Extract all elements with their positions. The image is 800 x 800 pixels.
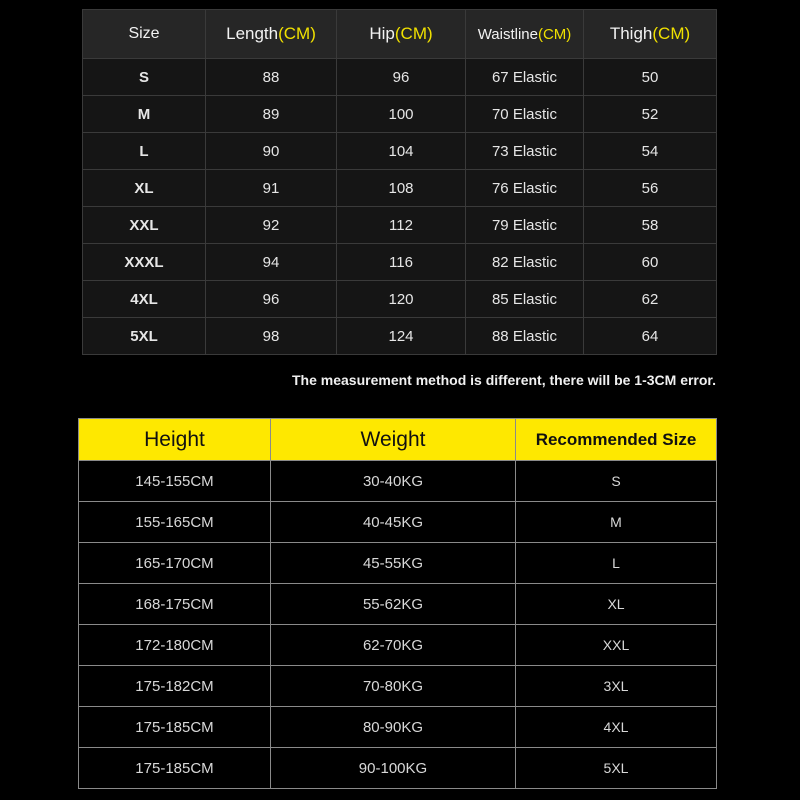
table-row	[79, 748, 717, 789]
cell-size: 4XL	[83, 281, 206, 318]
unit-label: (CM)	[278, 24, 316, 43]
cell-recommended-size: XL	[516, 584, 717, 625]
header-waistline: Waistline(CM)	[466, 10, 584, 59]
table-row	[79, 707, 717, 748]
cell-height: 175-185CM	[79, 707, 271, 748]
cell-height: 165-170CM	[79, 543, 271, 584]
cell-hip: 116	[337, 244, 466, 281]
cell-weight: 30-40KG	[271, 461, 516, 502]
cell-size: XXXL	[83, 244, 206, 281]
table-row	[79, 461, 717, 502]
cell-weight: 45-55KG	[271, 543, 516, 584]
header-hip: Hip(CM)	[337, 10, 466, 59]
cell-weight: 40-45KG	[271, 502, 516, 543]
cell-hip: 108	[337, 170, 466, 207]
table-row	[79, 625, 717, 666]
cell-thigh: 58	[584, 207, 717, 244]
cell-weight: 55-62KG	[271, 584, 516, 625]
table-row	[83, 244, 717, 281]
cell-size: M	[83, 96, 206, 133]
cell-hip: 120	[337, 281, 466, 318]
cell-waistline: 79 Elastic	[466, 207, 584, 244]
cell-height: 172-180CM	[79, 625, 271, 666]
cell-thigh: 54	[584, 133, 717, 170]
cell-size: L	[83, 133, 206, 170]
cell-length: 94	[206, 244, 337, 281]
cell-waistline: 67 Elastic	[466, 59, 584, 96]
cell-recommended-size: L	[516, 543, 717, 584]
cell-thigh: 60	[584, 244, 717, 281]
cell-length: 89	[206, 96, 337, 133]
cell-waistline: 73 Elastic	[466, 133, 584, 170]
cell-waistline: 85 Elastic	[466, 281, 584, 318]
cell-thigh: 50	[584, 59, 717, 96]
cell-length: 96	[206, 281, 337, 318]
cell-waistline: 76 Elastic	[466, 170, 584, 207]
cell-size: S	[83, 59, 206, 96]
cell-recommended-size: M	[516, 502, 717, 543]
cell-height: 145-155CM	[79, 461, 271, 502]
table-row	[83, 170, 717, 207]
cell-hip: 104	[337, 133, 466, 170]
cell-weight: 62-70KG	[271, 625, 516, 666]
cell-hip: 124	[337, 318, 466, 355]
table-row	[79, 584, 717, 625]
table-row	[79, 543, 717, 584]
cell-height: 155-165CM	[79, 502, 271, 543]
header-length: Length(CM)	[206, 10, 337, 59]
unit-label: (CM)	[394, 24, 433, 43]
cell-length: 98	[206, 318, 337, 355]
table-row	[83, 133, 717, 170]
cell-height: 175-182CM	[79, 666, 271, 707]
table-row	[83, 281, 717, 318]
measurement-table	[82, 9, 717, 355]
cell-height: 168-175CM	[79, 584, 271, 625]
cell-length: 92	[206, 207, 337, 244]
cell-size: 5XL	[83, 318, 206, 355]
cell-recommended-size: 3XL	[516, 666, 717, 707]
unit-label: (CM)	[652, 24, 691, 43]
cell-waistline: 82 Elastic	[466, 244, 584, 281]
cell-thigh: 56	[584, 170, 717, 207]
recommendation-header-row	[79, 419, 717, 461]
table-row	[79, 502, 717, 543]
cell-thigh: 52	[584, 96, 717, 133]
unit-label: (CM)	[537, 25, 572, 43]
cell-length: 90	[206, 133, 337, 170]
header-recommended-size: Recommended Size	[516, 419, 717, 461]
table-row	[83, 207, 717, 244]
cell-size: XXL	[83, 207, 206, 244]
cell-recommended-size: 4XL	[516, 707, 717, 748]
header-height: Height	[79, 419, 271, 461]
cell-thigh: 62	[584, 281, 717, 318]
cell-hip: 96	[337, 59, 466, 96]
table-row	[79, 666, 717, 707]
cell-length: 88	[206, 59, 337, 96]
table-row	[83, 59, 717, 96]
cell-hip: 112	[337, 207, 466, 244]
cell-thigh: 64	[584, 318, 717, 355]
measurement-note: The measurement method is different, there will be 1-3CM error.	[292, 372, 716, 388]
cell-length: 91	[206, 170, 337, 207]
cell-weight: 90-100KG	[271, 748, 516, 789]
cell-recommended-size: XXL	[516, 625, 717, 666]
cell-hip: 100	[337, 96, 466, 133]
table-row	[83, 318, 717, 355]
header-size: Size	[83, 10, 206, 59]
cell-recommended-size: 5XL	[516, 748, 717, 789]
cell-waistline: 70 Elastic	[466, 96, 584, 133]
measurement-header-row	[83, 10, 717, 59]
header-weight: Weight	[271, 419, 516, 461]
cell-weight: 70-80KG	[271, 666, 516, 707]
cell-height: 175-185CM	[79, 748, 271, 789]
table-row	[83, 96, 717, 133]
header-thigh: Thigh(CM)	[584, 10, 717, 59]
cell-weight: 80-90KG	[271, 707, 516, 748]
cell-waistline: 88 Elastic	[466, 318, 584, 355]
recommendation-table	[78, 418, 717, 789]
cell-size: XL	[83, 170, 206, 207]
cell-recommended-size: S	[516, 461, 717, 502]
